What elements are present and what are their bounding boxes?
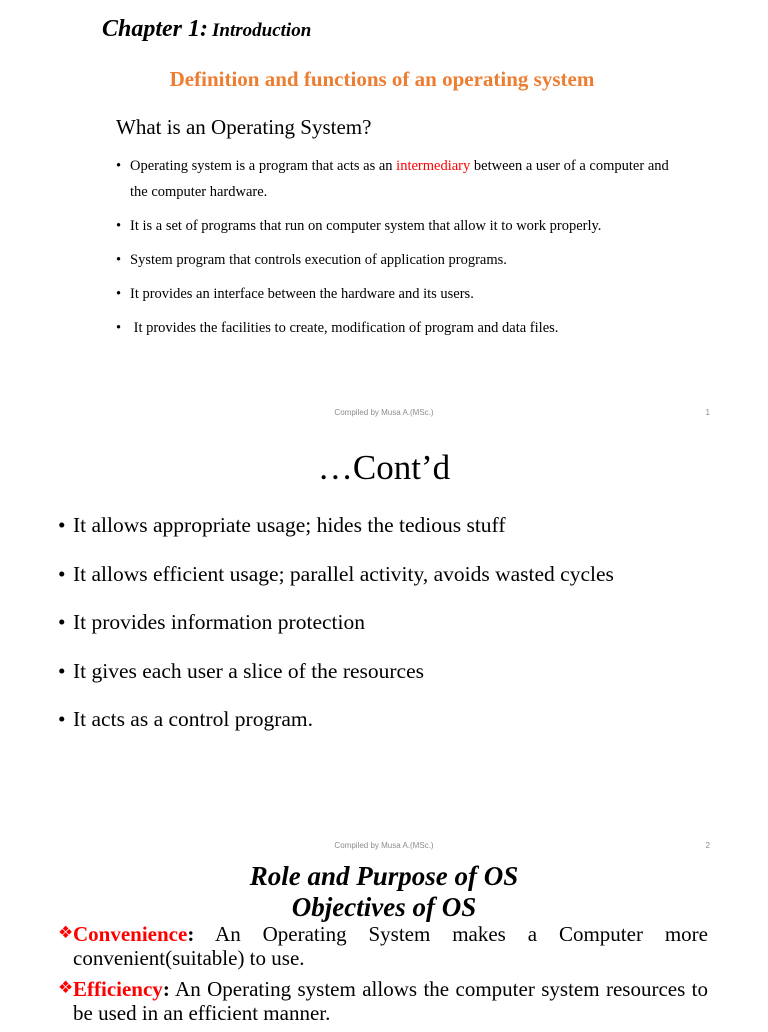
diamond-bullet-icon: ❖ [58,978,74,998]
diamond-bullet-icon: ❖ [58,923,74,943]
slide1-bullet-list [116,153,676,349]
list-item: • It allows appropriate usage; hides the tedious stuff [58,510,748,559]
slide1-heading: Definition and functions of an operating system [169,67,595,91]
objective-term: Convenience [73,922,188,946]
slide1-question: What is an Operating System? [116,115,372,139]
bullet-icon: • [116,158,122,174]
highlighted-term: intermediary [396,158,471,174]
chapter-subtitle: Introduction [212,20,312,41]
list-item: ❖ Efficiency: An Operating system allows the computer system resources to be used in an efficient manner. [58,977,708,1025]
chapter-number: Chapter 1: [102,16,209,42]
list-item: • It provides an interface between the hardware and its users. [116,281,676,307]
slide3-objectives-list [58,922,708,1032]
bullet-icon: • [116,320,122,336]
objective-term: Efficiency [73,977,163,1001]
slide2-bullet-list [58,510,748,753]
slide3-title: Role and Purpose of OS [249,861,519,891]
bullet-icon: • [116,252,122,268]
list-item: • It provides the facilities to create, modification of program and data files. [116,315,676,341]
slide2-footer: Compiled by Musa A.(MSc.) [334,841,434,850]
list-item: • System program that controls execution of application programs. [116,247,676,273]
bullet-icon: • [116,286,122,302]
list-item: • It acts as a control program. [58,704,748,753]
slide1-footer: Compiled by Musa A.(MSc.) [334,408,434,417]
bullet-icon: • [58,707,66,731]
list-item: • It allows efficient usage; parallel activity, avoids wasted cycles [58,559,748,608]
bullet-icon: • [58,610,66,634]
bullet-icon: • [58,658,66,683]
list-item: ❖ Convenience: An Operating System makes a Computer more convenient(suitable) to use. [58,922,708,970]
list-item: • It provides information protection [58,607,748,656]
slide2-title: …Cont’d [317,448,451,487]
bullet-icon: • [116,218,122,234]
list-item: • It gives each user a slice of the resources [58,656,748,705]
slide2-page-number: 2 [705,841,710,850]
slide3-subtitle: Objectives of OS [291,892,477,922]
chapter-title [102,16,311,43]
list-item: • Operating system is a program that acts as an intermediary between a user of a computer and the computer hardware. [116,153,676,205]
bullet-icon: • [58,513,66,537]
list-item: • It is a set of programs that run on computer system that allow it to work properly. [116,213,676,239]
bullet-icon: • [58,561,66,586]
slide1-page-number: 1 [705,408,710,417]
